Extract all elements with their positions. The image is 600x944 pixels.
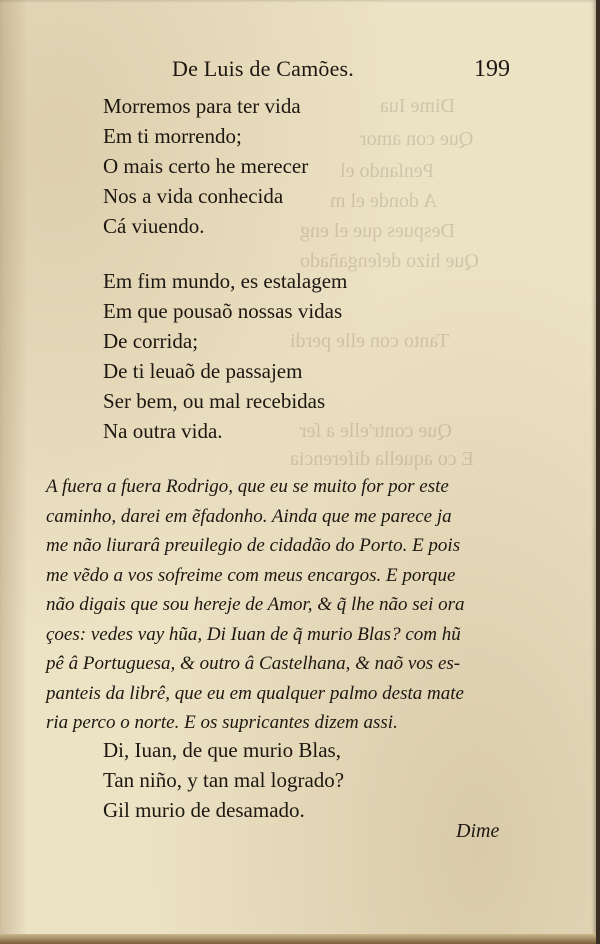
verse-line: Em ti morrendo;: [103, 124, 242, 148]
prose-line: çoes: vedes vay hũa, Di Iuan de q̃ murio Blas? com hũ: [46, 623, 461, 645]
prose-paragraph: [46, 472, 516, 738]
verse-line: Cá viuendo.: [103, 214, 205, 238]
prose-line: me vẽdo a vos sofreime com meus encargos. E porque: [46, 564, 456, 586]
verse-line: Tan niño, y tan mal logrado?: [103, 768, 345, 792]
verse-line: Em que pousaõ nossas vidas: [103, 299, 343, 323]
poem-stanza-2: [103, 266, 347, 446]
show-through-text: Dime Iua: [380, 95, 455, 117]
verse-line: Morremos para ter vida: [103, 94, 301, 118]
show-through-text: Tanto con elle perdi: [290, 330, 450, 352]
prose-line: ria perco o norte. E os supricantes dizem assi.: [46, 712, 398, 733]
show-through-text: Que con amor: [360, 128, 474, 150]
prose-line: me não liurarâ preuilegio de cidadão do Porto. E pois: [46, 535, 461, 556]
prose-line: não digais que sou hereje de Amor, & q̃ lhe não sei ora: [46, 594, 465, 615]
poem-stanza-3: [103, 735, 344, 825]
prose-line: panteis da librê, que eu em qualquer palmo desta mate: [46, 682, 464, 704]
verse-line: Nos a vida conhecida: [103, 184, 284, 208]
verse-line: De corrida;: [103, 329, 199, 353]
page-edge: [0, 934, 596, 944]
prose-line: A fuera a fuera Rodrigo, que eu se muito for por este: [46, 476, 449, 497]
verse-line: De ti leuaõ de passajem: [103, 359, 303, 383]
running-header: De Luis de Camões.: [172, 56, 355, 81]
verse-line: O mais certo he merecer: [103, 154, 309, 178]
prose-line: caminho, darei em ẽfadonho. Ainda que me parece ja: [46, 505, 452, 527]
verse-line: Na outra vida.: [103, 419, 223, 443]
verse-line: Ser bem, ou mal recebidas: [103, 389, 326, 413]
show-through-text: Que hizo deſengañado: [300, 250, 479, 272]
verse-line: Di, Iuan, de que murio Blas,: [103, 738, 341, 762]
show-through-text: Que contr'elle a ſer: [300, 420, 452, 442]
catchword: Dime: [456, 820, 500, 842]
show-through-text: E co aquella diferencia: [290, 448, 474, 470]
show-through-text: Penſando el: [340, 160, 434, 182]
prose-line: pê â Portuguesa, & outro â Castelhana, & naõ vos es-: [46, 653, 461, 674]
poem-stanza-1: [103, 91, 308, 241]
verse-line: Em fim mundo, es estalagem: [103, 269, 348, 293]
verse-line: Gil murio de desamado.: [103, 798, 305, 822]
show-through-text: A donde el m: [330, 190, 438, 212]
show-through-text: Despues que el eng: [300, 220, 455, 242]
page-number: 199: [474, 56, 510, 82]
